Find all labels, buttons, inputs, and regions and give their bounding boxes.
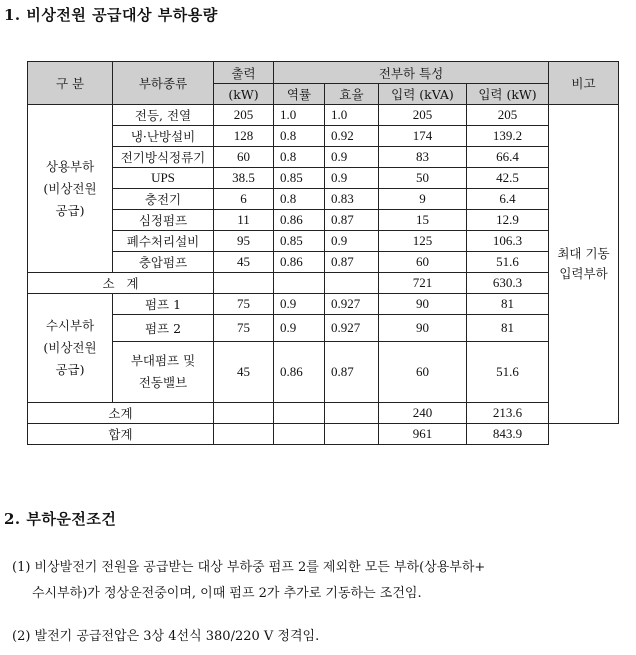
eff-value: 0.87 [325,252,379,273]
kva-value: 90 [379,294,467,315]
load-name: 전등, 전열 [113,105,214,126]
subtotal-kw: 213.6 [467,403,549,424]
pf-value: 0.8 [274,189,325,210]
eff-value: 0.9 [325,231,379,252]
header-efficiency: 효율 [325,84,379,105]
header-full-load: 전부하 특성 [274,62,549,84]
total-kw: 843.9 [467,424,549,445]
output-value: 205 [214,105,274,126]
output-value: 6 [214,189,274,210]
load-name: UPS [113,168,214,189]
empty-cell [214,273,274,294]
kw-value: 81 [467,294,549,315]
header-note: 비고 [549,62,619,105]
empty-cell [325,273,379,294]
load-name: 전기방식정류기 [113,147,214,168]
total-row [28,424,619,445]
empty-cell [325,424,379,445]
table-row [28,189,619,210]
pf-value: 0.9 [274,315,325,342]
kw-value: 42.5 [467,168,549,189]
kw-value: 106.3 [467,231,549,252]
table-row [28,315,619,342]
kw-value: 51.6 [467,342,549,403]
header-power-factor: 역률 [274,84,325,105]
table-row [28,294,619,315]
note-cell: 최대 기동 입력부하 [549,105,619,424]
pf-value: 0.85 [274,231,325,252]
total-kva: 961 [379,424,467,445]
pf-value: 0.9 [274,294,325,315]
load-name: 심정펌프 [113,210,214,231]
section1-title: 1. 비상전원 공급대상 부하용량 [4,6,218,24]
kva-value: 90 [379,315,467,342]
load-name: 충압펌프 [113,252,214,273]
kva-value: 83 [379,147,467,168]
output-value: 128 [214,126,274,147]
kva-value: 205 [379,105,467,126]
table-row [28,342,619,403]
table-row [28,126,619,147]
output-value: 11 [214,210,274,231]
kva-value: 60 [379,342,467,403]
section2-title: 2. 부하운전조건 [4,510,117,528]
kw-value: 6.4 [467,189,549,210]
table-row [28,231,619,252]
eff-value: 1.0 [325,105,379,126]
subtotal-row [28,403,619,424]
eff-value: 0.927 [325,294,379,315]
empty-cell [274,424,325,445]
empty-cell [214,403,274,424]
pf-value: 0.8 [274,147,325,168]
load-name: 부대펌프 및 전동밸브 [113,342,214,403]
load-name: 냉·난방설비 [113,126,214,147]
output-value: 95 [214,231,274,252]
kw-value: 205 [467,105,549,126]
subtotal-row [28,273,619,294]
header-division: 구 분 [28,62,113,105]
empty-cell [274,273,325,294]
pf-value: 0.85 [274,168,325,189]
subtotal-kva: 721 [379,273,467,294]
eff-value: 0.927 [325,315,379,342]
output-value: 45 [214,252,274,273]
eff-value: 0.9 [325,168,379,189]
table-row [28,147,619,168]
output-value: 60 [214,147,274,168]
subtotal-label: 소 계 [28,273,214,294]
pf-value: 0.8 [274,126,325,147]
table-row [28,210,619,231]
kva-value: 15 [379,210,467,231]
output-value: 75 [214,294,274,315]
header-input-kva: 입력 (kVA) [379,84,467,105]
condition-item-2: (2) 발전기 공급전압은 3상 4선식 380/220 V 정격임. [12,629,320,644]
output-value: 45 [214,342,274,403]
kva-value: 60 [379,252,467,273]
load-name: 펌프 1 [113,294,214,315]
subtotal-kva: 240 [379,403,467,424]
eff-value: 0.87 [325,342,379,403]
kva-value: 9 [379,189,467,210]
header-output-unit: (kW) [214,84,274,105]
pf-value: 1.0 [274,105,325,126]
header-output: 출력 [214,62,274,84]
empty-cell [274,403,325,424]
table-row [28,252,619,273]
table-row [28,105,619,126]
condition-item-1-line2: 수시부하)가 정상운전중이며, 이때 펌프 2가 추가로 기동하는 조건임. [32,586,422,601]
eff-value: 0.9 [325,147,379,168]
kw-value: 51.6 [467,252,549,273]
output-value: 75 [214,315,274,342]
eff-value: 0.92 [325,126,379,147]
condition-item-1-line1: (1) 비상발전기 전원을 공급받는 대상 부하중 펌프 2를 제외한 모든 부하(상용부하+ [12,560,486,575]
kw-value: 81 [467,315,549,342]
subtotal-kw: 630.3 [467,273,549,294]
total-label: 합계 [28,424,214,445]
output-value: 38.5 [214,168,274,189]
kw-value: 66.4 [467,147,549,168]
load-name: 폐수처리설비 [113,231,214,252]
load-capacity-table [27,61,619,445]
pf-value: 0.86 [274,252,325,273]
group1-label: 상용부하 (비상전원 공급) [28,105,113,273]
kva-value: 174 [379,126,467,147]
kva-value: 50 [379,168,467,189]
eff-value: 0.87 [325,210,379,231]
header-load-type: 부하종류 [113,62,214,105]
kw-value: 12.9 [467,210,549,231]
eff-value: 0.83 [325,189,379,210]
condition-item-1 [12,555,632,607]
load-name: 펌프 2 [113,315,214,342]
pf-value: 0.86 [274,210,325,231]
load-name: 충전기 [113,189,214,210]
group2-label: 수시부하 (비상전원 공급) [28,294,113,403]
table-row [28,168,619,189]
header-input-kw: 입력 (kW) [467,84,549,105]
pf-value: 0.86 [274,342,325,403]
kva-value: 125 [379,231,467,252]
subtotal-label: 소계 [28,403,214,424]
empty-cell [214,424,274,445]
empty-cell [325,403,379,424]
kw-value: 139.2 [467,126,549,147]
